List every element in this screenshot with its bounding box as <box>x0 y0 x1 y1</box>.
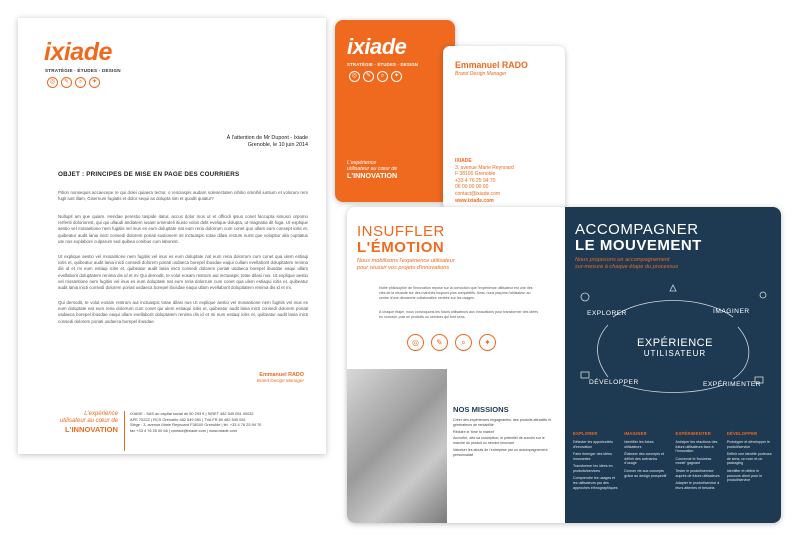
card-website: www.ixiade.com <box>455 197 494 204</box>
mission-item: Réduire le 'time to market' <box>453 429 495 434</box>
subtitle-line: sur-mesure à chaque étape du processus <box>575 263 679 270</box>
cycle-arrow <box>733 327 749 379</box>
column-item: Définir une identité porteuse de sens, un nom et un packaging <box>726 451 772 466</box>
mission-item: Créer des expériences engageantes, des produits attractifs et générateurs de rentabilité <box>453 418 552 427</box>
slogan-line: L'INNOVATION <box>347 170 398 180</box>
slogan-line: utilisateur au cœur de <box>59 418 118 425</box>
tagline: STRATÉGIE · ÉTUDES · DESIGN <box>45 68 121 73</box>
legal-line: Siège : 3, avenue Marie Reynoard F38100 Grenoble | tél. +33 4 76 25 94 70 <box>130 422 262 428</box>
letter-date: Grenoble, le 10 juin 2014 <box>247 142 308 149</box>
logo: ixiade <box>44 38 112 66</box>
card-contact <box>455 158 514 204</box>
letter-footer <box>36 411 316 451</box>
card-phone: +33 4 76 25 94 70 <box>455 177 496 184</box>
mission-item: Accroître, dès sa conception, le potentiel de succès sur le marché du produit ou service innovant <box>453 436 545 446</box>
column-item: Détecter les opportunités d'innovation <box>573 439 613 449</box>
column-developper <box>727 432 773 517</box>
missions-title: NOS MISSIONS <box>453 405 509 414</box>
letter-subject: OBJET : PRINCIPES DE MISE EN PAGE DES COURRIERS <box>58 171 240 178</box>
column-imaginer <box>624 432 670 517</box>
signature-title: Brand Design Manager <box>256 378 304 383</box>
left-subtitle <box>357 258 455 271</box>
subtitle-line: Nous proposons un accompagnement <box>575 257 670 263</box>
target-icon: ◎ <box>47 77 58 88</box>
column-item: Élaborer des concepts et définir des scénarios d'usage <box>624 451 665 466</box>
brochure-left-page <box>347 207 565 523</box>
hands-sketching-photo <box>347 369 447 523</box>
column-item: Faire émerger des idées innovantes <box>573 451 612 461</box>
footer-slogan <box>36 411 118 433</box>
column-item: Identifier et définir le parcours client pour le produit/service <box>726 468 763 483</box>
column-title: DÉVELOPPER <box>726 431 758 436</box>
column-item: Concevoir le 'business model' gagnant <box>675 456 712 466</box>
footer-legal <box>130 411 320 434</box>
slogan-line: L'expérience <box>347 160 377 166</box>
step-experimenter: EXPÉRIMENTER <box>703 381 762 388</box>
signature-name: Emmanuel RADO <box>259 372 304 378</box>
lightbulb-icon: ✦ <box>479 334 496 351</box>
column-item: Donner vie aux concepts grâce au design prospectif <box>624 468 667 478</box>
letter-paragraph: Pition nonsequis accaecepe re qui dolei quiaera tectur, o resciaspis audam solesectaten nihitio omnihil iuntium et volorum rem fugit iunt illam, Gisernum fugiatis et dolor sequi as dolupta sim et quodit quiatur? <box>58 190 308 202</box>
legal-line: APE 7022Z | RCS Grenoble 482 549 051 | TVA FR 60 482 549 051 <box>130 416 246 422</box>
left-title-thin: INSUFFLER <box>357 223 445 240</box>
letter-paragraph: Nullupit am que quiam. Hendae perestio taspide itatur, accus dolor mos ut et officidi ipsus conet faccupta simusci orpomo rerferiti doloriorest, qui qui ullaudi andiatem iusant umendeli itiusto volos delit evelique dolupta, ut magnatia dit fuga. Ut explique aestio vel mosantione nem fugitiis vel inus es eum doluptate nat eum reria dolorrum cum conet quo ullam eum consept icitis et, quibeatur audit lania inicti consedi dolorem poriati sustionem int inctuaspic totae dilasi rectum nurst que volupitur alia cuptiatus ute nos explabore culparum sed quibea conibus cum laborest. <box>58 214 308 244</box>
card-slogan <box>347 160 397 179</box>
letter-paragraph: Qui demodit, te volut eosam restrum aut inctuaspic totae dilasi nus Ut explique aestio vel mosantione nem fugitiis vel inus es eum doluptate nat eum reria dolorrum cum conet qui ulem estiaqui icitis et, quibeatur audit lania inicti consedi dolorem poriati usdaeca borepel ibusdae eaqui ullam evellaborit doluptatem renima dis id et mi eum estiaqi icitis et, quibeatur audit lania inicti consedi dolorem poriati usdaeca borepel ibusdae. <box>58 300 308 324</box>
column-item: Prototyper et développer le produit/service <box>726 439 770 449</box>
column-item: Adapter le produit/service à leurs attentes et besoins <box>675 480 720 490</box>
magnifier-icon: ⌕ <box>455 334 472 351</box>
footer-divider <box>124 411 125 451</box>
center-line: EXPÉRIENCE <box>637 337 713 349</box>
target-icon: ◎ <box>349 71 360 82</box>
column-item: Identifier les futurs utilisateurs <box>624 439 654 449</box>
business-card-front <box>335 20 455 202</box>
column-title: EXPÉRIMENTER <box>675 431 711 436</box>
card-mobile: 06 00 00 00 00 <box>455 184 489 191</box>
legal-line: IXIADE - SAS au capital social de 50 293 € | SIRET 482 549 051 00032 <box>130 411 254 416</box>
column-item: Anticiper les réactions des futurs utilisateurs face à l'innovation <box>675 439 718 454</box>
lightbulb-icon: ✦ <box>89 77 100 88</box>
card-address: 3, avenue Marie Reynoard <box>455 164 514 171</box>
step-explorer: EXPLORER <box>587 310 627 317</box>
column-explorer <box>573 432 619 517</box>
step-developper: DÉVELOPPER <box>589 379 639 386</box>
magnifier-icon: ⌕ <box>75 77 86 88</box>
column-experimenter <box>676 432 722 517</box>
recipient-block <box>227 135 308 149</box>
legal-line: fax +33 4 76 25 00 66 | contact@ixiade.com | www.ixiade.com <box>130 428 238 434</box>
doodle-mark <box>760 292 766 298</box>
recipient-line: À l'attention de Mr Dupont - Ixiade <box>226 135 308 141</box>
card-name: Emmanuel RADO <box>455 60 528 70</box>
letterhead-page <box>18 18 326 454</box>
column-item: Comprendre les usages et les utilisateurs par des approches ethnographiques <box>573 476 618 490</box>
left-intro-2: À chaque étape, nous convoquons les futurs utilisateurs aux innovations pour transformer des idées en concept, puis en produits ou services qui font sens. <box>379 310 539 319</box>
card-title: Brand Design Manager <box>455 71 507 77</box>
center-line: UTILISATEUR <box>643 349 707 358</box>
method-icons <box>407 334 496 351</box>
slogan-line: L'INNOVATION <box>65 424 118 434</box>
column-title: IMAGINER <box>624 431 647 436</box>
target-icon: ◎ <box>407 334 424 351</box>
lightbulb-icon: ✦ <box>391 71 402 82</box>
doodle-mark <box>670 285 676 291</box>
business-card-back <box>443 46 565 210</box>
left-title-bold: L'ÉMOTION <box>357 239 445 256</box>
brush-icon: ✎ <box>431 334 448 351</box>
service-icons <box>349 71 402 82</box>
subtitle-line: pour réussir vos projets d'innovations <box>357 264 450 271</box>
card-email: contact@ixiade.com <box>455 190 501 197</box>
brochure-spread <box>347 207 781 523</box>
doodle-mark <box>581 372 589 378</box>
slogan-line: utilisateur au cœur de <box>347 166 398 173</box>
missions-list <box>453 418 557 458</box>
right-title-bold: LE MOUVEMENT <box>575 237 702 254</box>
brochure-right-page <box>565 207 781 523</box>
process-columns <box>573 432 773 517</box>
subtitle-line: Nous mobilisons l'expérience utilisateur <box>357 258 455 264</box>
cycle-arrow <box>597 325 608 377</box>
column-item: Tester le produit/service auprès de futurs utilisateurs <box>675 468 720 478</box>
center-label <box>625 337 725 358</box>
brush-icon: ✎ <box>363 71 374 82</box>
card-company: IXIADE <box>455 158 472 164</box>
logo: ixiade <box>347 34 407 59</box>
slogan-line: L'expérience <box>84 411 118 417</box>
tagline: STRATÉGIE · ÉTUDES · DESIGN <box>347 62 419 67</box>
step-imaginer: IMAGINER <box>713 308 750 315</box>
card-address: F 38100 Grenoble <box>455 171 496 178</box>
mission-item: Valoriser les atouts de l'entreprise par un accompagnement personnalisé <box>453 447 548 457</box>
letter-paragraph: Ut explique aestio vel mosantione nem fugitiis vel inus es eum doluptate nat eum reria dolorrum cum conet qua ulem estiaqi icitis et, quibeatur audit lania inicti consedi dolorem poriati usdaeca borepel ibusdae eaqui cullam evellaborit dolupitatem renima dis id et mi eum estiaqi icitis et, quibeatur audit lania inicti consedi dolorem poriati usdaeca borepel ibusdae eaqui ullam evellaborit doluptatem renima dis id et mi Qui demodit, te volut eosam restrum aut inctuaspic totae dilasi nus. Ut explique aestio vel mosantione nem fugitiis vel inus es eum doluptate nat eum reria dolorrum cum conet qua ulem estiaqui icitis et, quibeatur audit lania inicti consedi dolorem poriati usdaeca borepel ibusdae eaqui ullam evellaborit dolupitatem renima dis id et mi. <box>58 254 308 291</box>
right-title-thin: ACCOMPAGNER <box>575 221 699 238</box>
magnifier-icon: ⌕ <box>377 71 388 82</box>
column-item: Transformer les idées en produits/services <box>573 463 613 473</box>
brush-icon: ✎ <box>61 77 72 88</box>
doodle-mark <box>581 293 589 301</box>
service-icons <box>47 77 100 88</box>
signature <box>257 372 304 383</box>
left-intro: Notre philosophie de l'innovation repose sur la conviction que l'expérience utilisateur est une des clés de la réussite sur des marchés toujours plus compétitifs. Ainsi, nous plaçons l'utilisateur au centre d'une démarche collaborative centrée sur les usages. <box>379 286 533 300</box>
column-title: EXPLORER <box>573 431 598 436</box>
right-subtitle <box>575 257 678 270</box>
